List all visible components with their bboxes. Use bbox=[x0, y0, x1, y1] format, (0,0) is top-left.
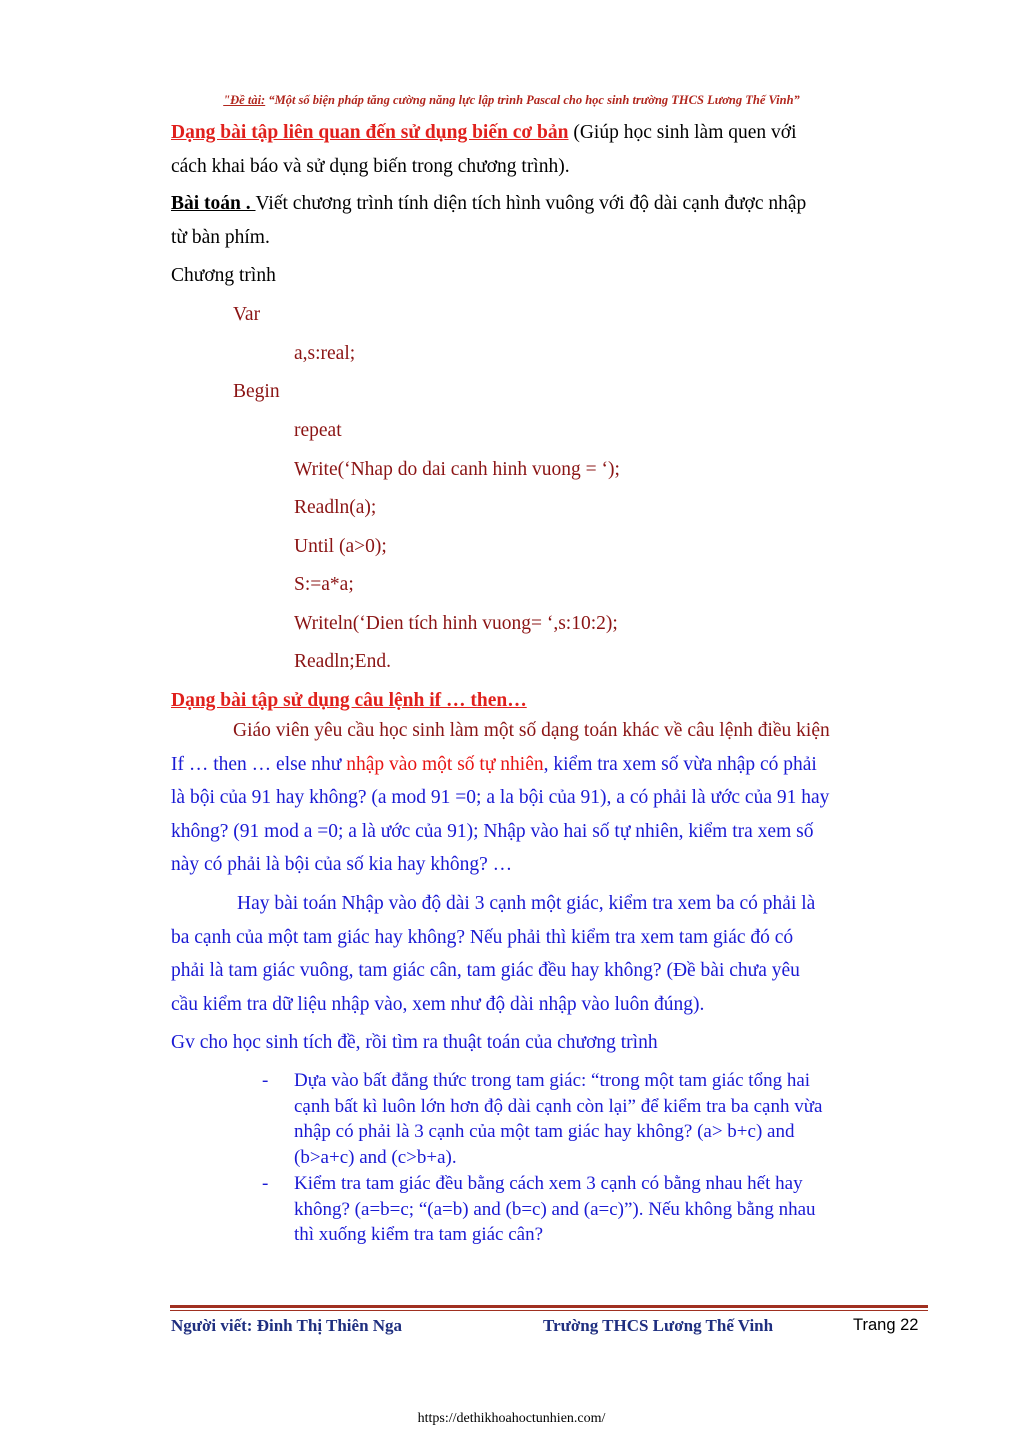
bullet-2-line: không? (a=b=c; “(a=b) and (b=c) and (a=c)”). Nếu không bằng nhau bbox=[294, 1198, 816, 1220]
code-write: Write(‘Nhap do dai canh hinh vuong = ‘); bbox=[294, 459, 620, 480]
problem-text-line2: từ bàn phím. bbox=[171, 227, 270, 248]
footer-author: Người viết: Đinh Thị Thiên Nga bbox=[171, 1316, 403, 1335]
section2-heading-line bbox=[171, 684, 925, 718]
header-prefix: "Đề tài: bbox=[223, 93, 266, 107]
source-url[interactable]: https://dethikhoahoctunhien.com/ bbox=[417, 1411, 606, 1426]
bullet-dash-1: - bbox=[262, 1070, 269, 1091]
section2-p1-line3: là bội của 91 hay không? (a mod 91 =0; a la bội của 91), a có phải là ước của 91 hay bbox=[171, 787, 830, 808]
section1-note-line2: cách khai báo và sử dụng biến trong chương trình). bbox=[171, 156, 570, 177]
bullet-2-line: Kiểm tra tam giác đều bằng cách xem 3 cạnh có bằng nhau hết hay bbox=[294, 1173, 803, 1194]
footer-rule-thin bbox=[170, 1310, 928, 1311]
footer-school: Trường THCS Lương Thế Vinh bbox=[543, 1316, 774, 1335]
section2-p2-line4: cầu kiểm tra dữ liệu nhập vào, xem như độ dài nhập vào luôn đúng). bbox=[171, 994, 705, 1015]
section2-p3: Gv cho học sinh tích đề, rồi tìm ra thuật toán của chương trình bbox=[171, 1032, 658, 1053]
section2-p2-line1: Hay bài toán Nhập vào độ dài 3 cạnh một giác, kiểm tra xem ba có phải là bbox=[237, 893, 816, 914]
code-writeln: Writeln(‘Dien tích hinh vuong= ‘,s:10:2); bbox=[294, 613, 618, 634]
section2-heading: Dạng bài tập sử dụng câu lệnh if … then… bbox=[171, 690, 527, 711]
section1-note-line1: (Giúp học sinh làm quen với bbox=[568, 122, 797, 143]
bullet-dash-2: - bbox=[262, 1173, 269, 1194]
code-begin: Begin bbox=[233, 381, 280, 402]
p1-line2-part-a: If … then … else như bbox=[171, 754, 347, 775]
section1-heading: Dạng bài tập liên quan đến sử dụng biến cơ bản bbox=[171, 122, 569, 143]
section2-p2-line3: phải là tam giác vuông, tam giác cân, tam giác đều hay không? (Đề bài chưa yêu bbox=[171, 960, 800, 981]
problem-label: Bài toán . bbox=[171, 193, 256, 214]
bullet-1-line: (b>a+c) and (c>b+a). bbox=[294, 1146, 457, 1168]
code-decl: a,s:real; bbox=[294, 343, 356, 364]
code-end: Readln;End. bbox=[294, 651, 391, 672]
footer-rule bbox=[170, 1305, 928, 1308]
problem-text-line1: Viết chương trình tính diện tích hình vuông với độ dài cạnh được nhập bbox=[255, 193, 807, 214]
section2-p1-line2 bbox=[171, 748, 925, 782]
code-repeat: repeat bbox=[294, 420, 342, 441]
code-until: Until (a>0); bbox=[294, 536, 387, 557]
program-label: Chương trình bbox=[171, 265, 276, 286]
footer-page-number: Trang 22 bbox=[853, 1316, 919, 1334]
header-title: “Một số biện pháp tăng cường năng lực lập trình Pascal cho học sinh trường THCS Lương Thế Vinh” bbox=[265, 93, 800, 107]
bullet-1-line: nhập có phải là 3 cạnh của một tam giác hay không? (a> b+c) and bbox=[294, 1121, 795, 1143]
bullet-1-line: Dựa vào bất đẳng thức trong tam giác: “trong một tam giác tổng hai bbox=[294, 1070, 811, 1091]
p1-line2-part-c: , kiểm tra xem số vừa nhập có phải bbox=[543, 754, 817, 775]
bullet-1 bbox=[294, 1068, 925, 1170]
document-header bbox=[0, 93, 1023, 108]
section2-p1-line1: Giáo viên yêu cầu học sinh làm một số dạng toán khác về câu lệnh điều kiện bbox=[233, 720, 830, 741]
section2-p1-line4: không? (91 mod a =0; a là ước của 91); Nhập vào hai số tự nhiên, kiểm tra xem số bbox=[171, 821, 814, 842]
section2-p1-line5: này có phải là bội của số kia hay không? … bbox=[171, 854, 513, 875]
bullet-2-line: thì xuống kiểm tra tam giác cân? bbox=[294, 1224, 544, 1246]
problem-line1 bbox=[171, 187, 925, 221]
code-assign: S:=a*a; bbox=[294, 574, 354, 595]
section2-p2-line2: ba cạnh của một tam giác hay không? Nếu phải thì kiểm tra xem tam giác đó có bbox=[171, 927, 794, 948]
bullet-1-line: cạnh bất kì luôn lớn hơn độ dài cạnh còn lại” để kiểm tra ba cạnh vừa bbox=[294, 1095, 823, 1117]
p1-line2-highlight: nhập vào một số tự nhiên bbox=[346, 754, 544, 775]
code-readln: Readln(a); bbox=[294, 497, 377, 518]
bullet-2 bbox=[294, 1171, 925, 1248]
code-var: Var bbox=[233, 304, 261, 325]
section1-intro bbox=[171, 116, 925, 150]
